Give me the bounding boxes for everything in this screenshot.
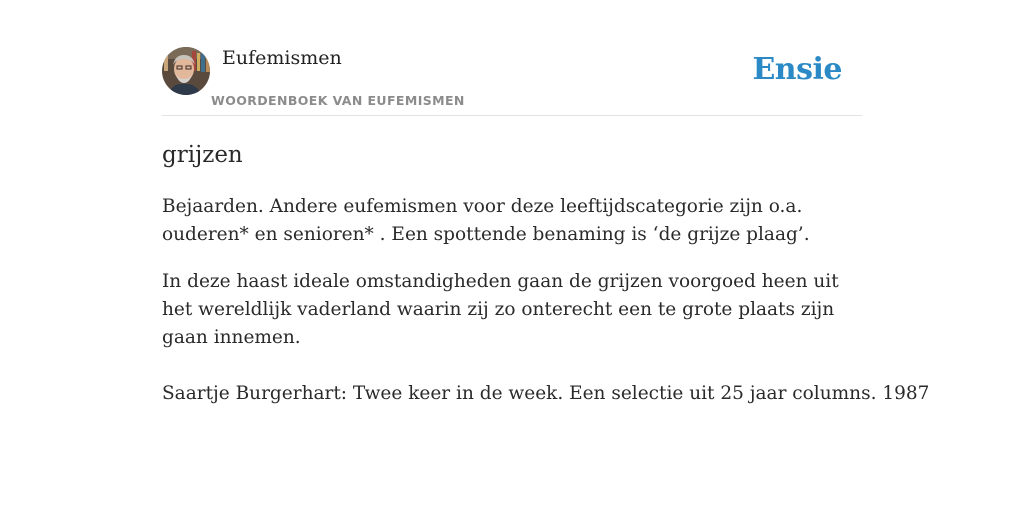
dictionary-subtitle[interactable]: WOORDENBOEK VAN EUFEMISMEN	[211, 93, 465, 108]
entry-source: Saartje Burgerhart: Twee keer in de week. Een selectie uit 25 jaar columns. 1987	[162, 383, 930, 404]
entry-term: grijzen	[162, 142, 243, 168]
entry-header	[162, 0, 862, 116]
entry-definition: Bejaarden. Andere eufemismen voor deze leeftijdscategorie zijn o.a. ouderen* en senioren* . Een spottende benaming is ‘de grijze plaag’.	[162, 196, 810, 245]
avatar-image	[162, 47, 210, 95]
author-avatar[interactable]	[162, 47, 210, 95]
entry-quote: In deze haast ideale omstandigheden gaan de grijzen voorgoed heen uit het wereldlijk vaderland waarin zij zo onterecht een te grote plaats zijn gaan innemen.	[162, 271, 839, 348]
ensie-logo[interactable]: Ensie	[752, 52, 842, 87]
entry-card	[162, 0, 930, 404]
author-name[interactable]: Eufemismen	[222, 47, 342, 69]
